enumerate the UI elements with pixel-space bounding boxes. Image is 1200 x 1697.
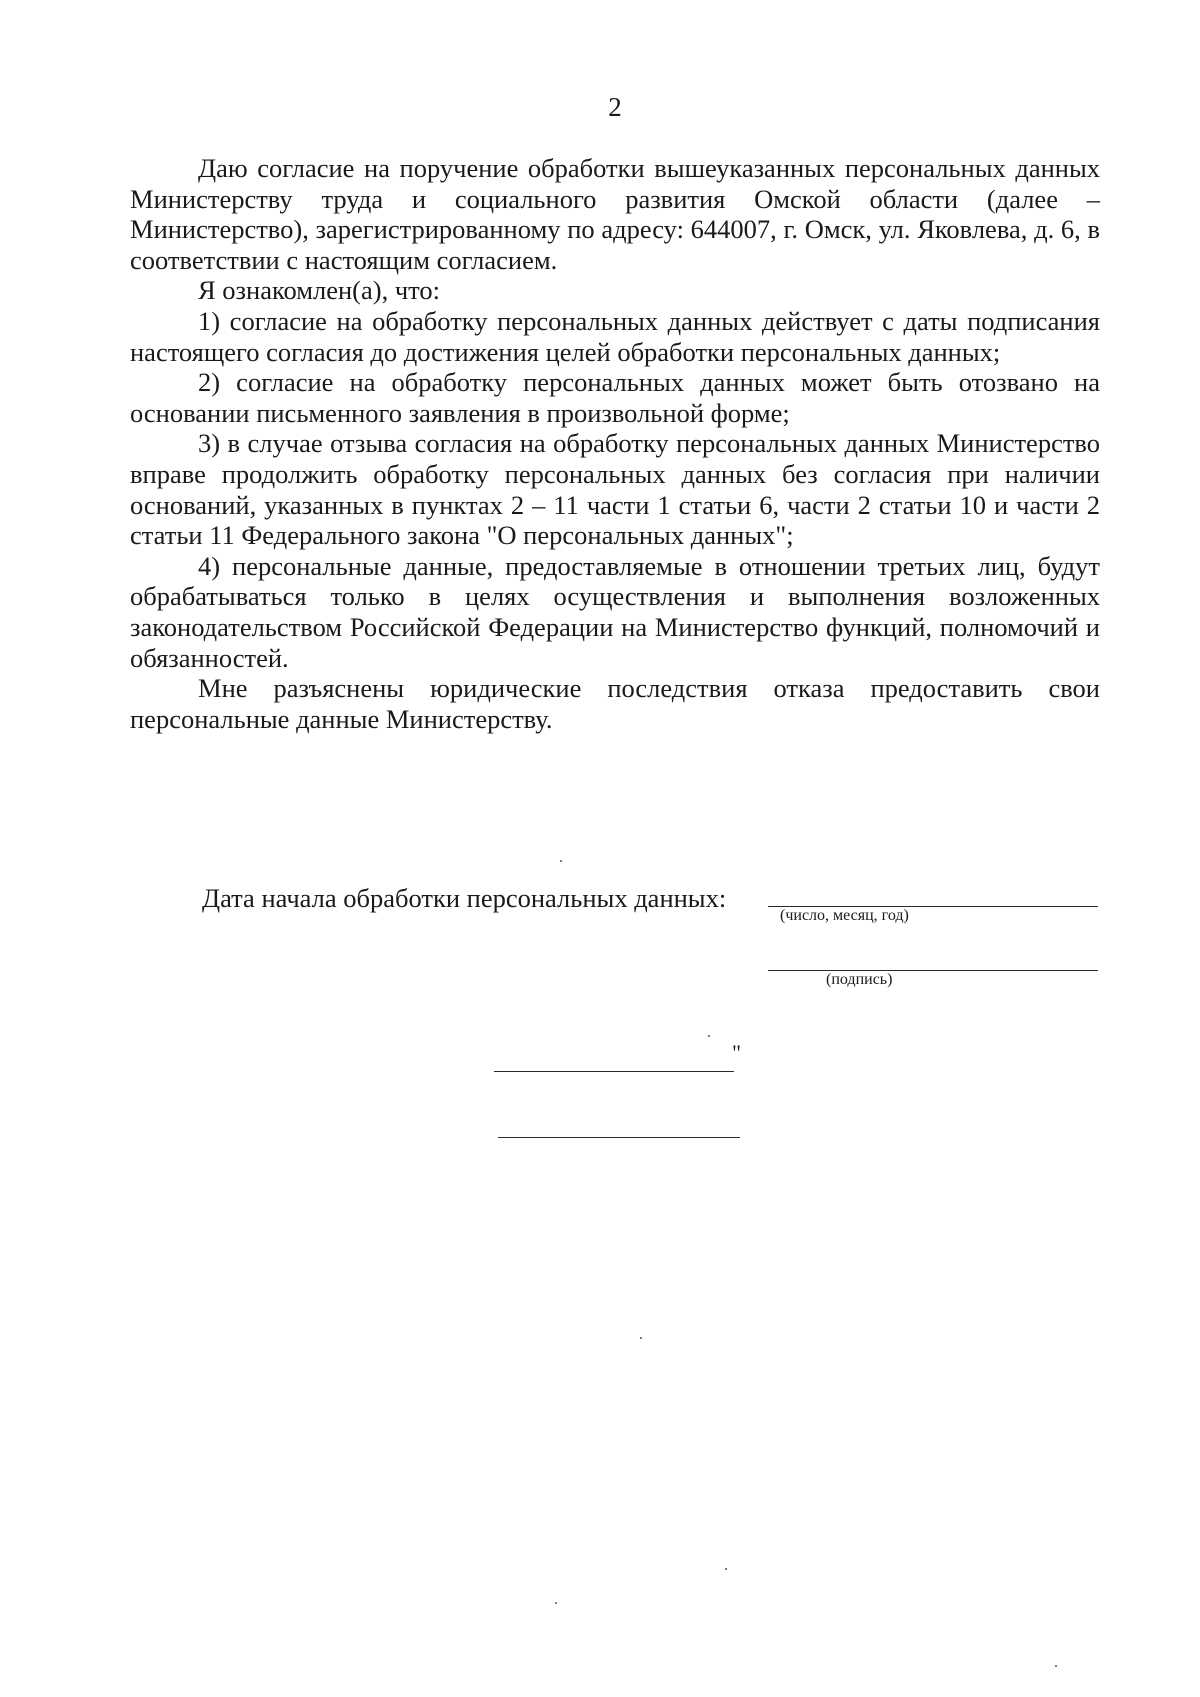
scan-speck	[640, 1337, 642, 1339]
signature-line	[768, 970, 1098, 971]
scan-speck	[560, 860, 562, 862]
blank-line-1	[494, 1071, 734, 1072]
paragraph-item-3: 3) в случае отзыва согласия на обработку персональных данных Министерство вправе продолжить обработку персональных данных без согласия при наличии оснований, указанных в пунктах 2 – 11 части 1 статьи 6, части 2 статьи 10 и части 2 статьи 11 Федерального закона "О персональных данных";	[130, 428, 1100, 551]
quote-mark: "	[732, 1040, 741, 1065]
paragraph-item-2: 2) согласие на обработку персональных данных может быть отозвано на основании письменного заявления в произвольной форме;	[130, 367, 1100, 428]
paragraph-consent-ministry: Даю согласие на поручение обработки вышеуказанных персональных данных Министерству труда и социального развития Омской области (далее – Министерство), зарегистрированному по адресу: 644007, г. Омск, ул. Яковлева, д. 6, в соответствии с настоящим согласием.	[130, 153, 1100, 275]
signature-caption: (подпись)	[826, 971, 893, 988]
paragraph-item-4: 4) персональные данные, предоставляемые в отношении третьих лиц, будут обрабатываться только в целях осуществления и выполнения возложенных законодательством Российской Федерации на Министерство функций, полномочий и обязанностей.	[130, 550, 1100, 673]
blank-line-2	[498, 1137, 740, 1138]
paragraph-consequences: Мне разъяснены юридические последствия отказа предоставить свои персональные данные Министерству.	[130, 673, 1100, 734]
page-number: 2	[608, 92, 622, 122]
scan-speck	[708, 1035, 710, 1037]
date-label: Дата начала обработки персональных данных:	[202, 883, 727, 913]
consent-body	[130, 153, 1100, 734]
date-line	[768, 906, 1098, 907]
scan-speck	[725, 1568, 727, 1570]
scan-speck	[1055, 1665, 1057, 1667]
paragraph-item-1: 1) согласие на обработку персональных данных действует с даты подписания настоящего согласия до достижения целей обработки персональных данных;	[130, 305, 1100, 367]
date-caption: (число, месяц, год)	[780, 907, 909, 924]
scan-speck	[555, 1602, 557, 1604]
paragraph-acknowledged: Я ознакомлен(а), что:	[198, 275, 441, 306]
